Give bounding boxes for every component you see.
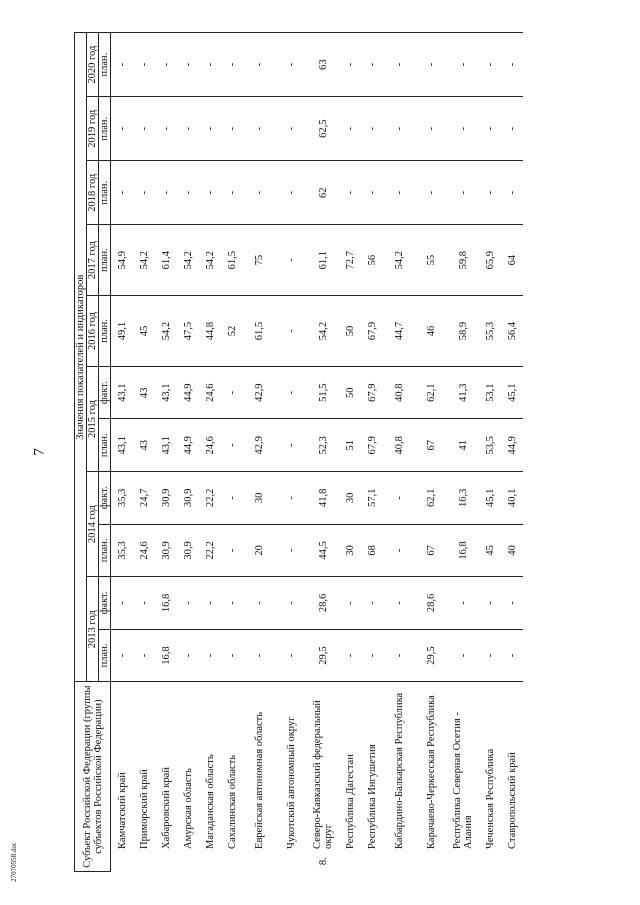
subject-name: Амурская область (182, 768, 194, 849)
value-cell: - (339, 629, 361, 682)
table-row (199, 33, 221, 872)
subject-name: Кабардино-Балкарская Республика (393, 692, 405, 849)
value-cell: - (133, 33, 155, 97)
value-cell: - (221, 577, 243, 630)
value-cell: 63 (307, 33, 339, 97)
value-cell: 40,8 (383, 366, 415, 419)
plan-header: план. (99, 97, 111, 161)
value-cell: - (111, 629, 134, 682)
value-cell: - (221, 97, 243, 161)
value-cell: 67,9 (361, 366, 383, 419)
value-cell: - (501, 33, 523, 97)
value-cell: 28,6 (307, 577, 339, 630)
value-cell: 67,9 (361, 296, 383, 367)
value-cell: - (177, 97, 199, 161)
row-number (383, 851, 415, 872)
table-row (339, 33, 361, 872)
row-number: 8. (317, 857, 329, 866)
value-cell: 67 (415, 524, 447, 577)
plan-header: план. (99, 419, 111, 472)
value-cell: 30 (339, 524, 361, 577)
table-row (111, 33, 134, 872)
value-cell: 44,9 (177, 419, 199, 472)
value-cell: - (339, 33, 361, 97)
value-cell: 53,1 (479, 366, 501, 419)
value-cell: 41,8 (307, 472, 339, 525)
row-number (133, 851, 155, 872)
value-cell: - (133, 97, 155, 161)
value-cell: - (479, 161, 501, 225)
value-cell: - (339, 577, 361, 630)
value-cell: 40 (501, 524, 523, 577)
value-cell: 24,6 (199, 419, 221, 472)
value-cell: - (111, 577, 134, 630)
value-cell: 55 (415, 225, 447, 296)
value-cell: 30,9 (155, 524, 177, 577)
value-cell: 51,5 (307, 366, 339, 419)
value-cell: - (447, 629, 479, 682)
value-cell: 30,9 (177, 524, 199, 577)
value-cell: 54,9 (111, 225, 134, 296)
value-cell: - (339, 97, 361, 161)
row-number (275, 851, 307, 872)
value-cell: 28,6 (415, 577, 447, 630)
value-cell: 43 (133, 366, 155, 419)
year-header: 2020 год (87, 33, 99, 97)
value-cell: - (275, 161, 307, 225)
subject-name: Приморский край (138, 769, 150, 849)
value-cell: 52,3 (307, 419, 339, 472)
value-cell: - (199, 629, 221, 682)
subject-header: Субъект Российской Федерации (группы субъектов Российской Федерации) (75, 682, 111, 872)
value-cell: 58,9 (447, 296, 479, 367)
value-cell: - (479, 629, 501, 682)
rotated-table-container (74, 32, 634, 872)
row-number (447, 851, 479, 872)
value-cell: - (447, 97, 479, 161)
year-header: 2014 год (87, 472, 99, 577)
plan-header: план. (99, 524, 111, 577)
value-cell: - (221, 366, 243, 419)
value-cell: 43 (133, 419, 155, 472)
value-cell: 24,6 (199, 366, 221, 419)
plan-header: план. (99, 161, 111, 225)
value-cell: - (383, 472, 415, 525)
value-cell: 30 (243, 472, 275, 525)
value-cell: 22,2 (199, 472, 221, 525)
value-cell: - (275, 97, 307, 161)
year-header: 2016 год (87, 296, 99, 367)
year-header: 2013 год (87, 577, 99, 682)
subject-name: Хабаровский край (160, 767, 172, 849)
value-cell: 62,5 (307, 97, 339, 161)
plan-header: план. (99, 629, 111, 682)
value-cell: 30,9 (155, 472, 177, 525)
value-cell: 41,3 (447, 366, 479, 419)
values-title: Значения показателей и индикаторов (75, 33, 87, 682)
table-row (415, 33, 447, 872)
value-cell: 44,8 (199, 296, 221, 367)
row-number (339, 851, 361, 872)
value-cell: 30,9 (177, 472, 199, 525)
value-cell: - (243, 33, 275, 97)
value-cell: 29,5 (415, 629, 447, 682)
value-cell: - (383, 33, 415, 97)
year-header: 2018 год (87, 161, 99, 225)
value-cell: - (501, 577, 523, 630)
plan-header: план. (99, 225, 111, 296)
value-cell: - (275, 577, 307, 630)
value-cell: 50 (339, 366, 361, 419)
value-cell: - (243, 97, 275, 161)
value-cell: - (199, 577, 221, 630)
value-cell: - (501, 161, 523, 225)
table-row (479, 33, 501, 872)
subject-name: Сахалинская область (226, 754, 238, 849)
page-number: 7 (31, 448, 48, 456)
table-row (383, 33, 415, 872)
value-cell: - (275, 419, 307, 472)
value-cell: 29,5 (307, 629, 339, 682)
row-number (221, 851, 243, 872)
value-cell: 45,1 (479, 472, 501, 525)
value-cell: - (383, 629, 415, 682)
subject-name: Республика Северная Осетия - Алания (452, 712, 475, 849)
value-cell: - (177, 629, 199, 682)
subject-name: Ставропольский край (506, 752, 518, 849)
value-cell: - (415, 97, 447, 161)
value-cell: - (361, 97, 383, 161)
table-row (177, 33, 199, 872)
value-cell: 16,8 (155, 629, 177, 682)
value-cell: 40,8 (383, 419, 415, 472)
value-cell: - (133, 161, 155, 225)
value-cell: - (501, 629, 523, 682)
subject-name: Северо-Кавказский федеральный округ (312, 700, 335, 849)
value-cell: 75 (243, 225, 275, 296)
value-cell: 16,8 (447, 524, 479, 577)
value-cell: 62,1 (415, 472, 447, 525)
indicators-table (74, 32, 523, 872)
value-cell: 24,7 (133, 472, 155, 525)
fact-header: факт. (99, 366, 111, 419)
table-row (155, 33, 177, 872)
value-cell: 51 (339, 419, 361, 472)
value-cell: - (383, 97, 415, 161)
value-cell: - (177, 33, 199, 97)
value-cell: 22,2 (199, 524, 221, 577)
value-cell: 24,6 (133, 524, 155, 577)
fact-header: факт. (99, 577, 111, 630)
value-cell: 72,7 (339, 225, 361, 296)
value-cell: - (221, 33, 243, 97)
year-header: 2015 год (87, 366, 99, 471)
value-cell: 68 (361, 524, 383, 577)
value-cell: 50 (339, 296, 361, 367)
value-cell: - (199, 161, 221, 225)
value-cell: - (275, 33, 307, 97)
table-row (221, 33, 243, 872)
value-cell: 42,9 (243, 366, 275, 419)
value-cell: 54,2 (133, 225, 155, 296)
row-number (415, 851, 447, 872)
value-cell: 64 (501, 225, 523, 296)
subject-name: Чукотский автономный округ (285, 716, 297, 849)
value-cell: 43,1 (155, 366, 177, 419)
value-cell: 56,4 (501, 296, 523, 367)
value-cell: - (221, 629, 243, 682)
value-cell: - (199, 97, 221, 161)
value-cell: - (221, 419, 243, 472)
plan-header: план. (99, 33, 111, 97)
value-cell: 56 (361, 225, 383, 296)
value-cell: - (155, 161, 177, 225)
value-cell: 43,1 (111, 419, 134, 472)
value-cell: 45 (479, 524, 501, 577)
value-cell: 47,5 (177, 296, 199, 367)
value-cell: - (111, 161, 134, 225)
value-cell: 62 (307, 161, 339, 225)
value-cell: 52 (221, 296, 243, 367)
subject-name: Еврейская автономная область (253, 711, 265, 849)
value-cell: 40,1 (501, 472, 523, 525)
value-cell: - (415, 161, 447, 225)
value-cell: 54,2 (199, 225, 221, 296)
value-cell: - (221, 472, 243, 525)
table-body (111, 33, 524, 872)
value-cell: 43,1 (155, 419, 177, 472)
year-header: 2019 год (87, 97, 99, 161)
value-cell: 57,1 (361, 472, 383, 525)
value-cell: - (155, 33, 177, 97)
value-cell: 16,8 (155, 577, 177, 630)
value-cell: - (447, 577, 479, 630)
value-cell: - (111, 97, 134, 161)
value-cell: 61,1 (307, 225, 339, 296)
subject-name: Республика Ингушетия (366, 744, 378, 849)
value-cell: 45,1 (501, 366, 523, 419)
value-cell: 30 (339, 472, 361, 525)
value-cell: - (275, 524, 307, 577)
value-cell: 59,8 (447, 225, 479, 296)
value-cell: - (479, 97, 501, 161)
value-cell: - (339, 161, 361, 225)
subject-name: Камчатский край (116, 772, 128, 849)
value-cell: 61,5 (243, 296, 275, 367)
value-cell: - (415, 33, 447, 97)
row-number (199, 851, 221, 872)
value-cell: - (361, 161, 383, 225)
fact-header: факт. (99, 472, 111, 525)
row-number (243, 851, 275, 872)
value-cell: 35,3 (111, 472, 134, 525)
table-row (501, 33, 523, 872)
value-cell: 43,1 (111, 366, 134, 419)
subject-name: Магаданская область (204, 754, 216, 849)
value-cell: - (275, 225, 307, 296)
value-cell: - (221, 524, 243, 577)
row-number (501, 851, 523, 872)
table-row (275, 33, 307, 872)
value-cell: 65,9 (479, 225, 501, 296)
value-cell: - (177, 161, 199, 225)
value-cell: - (383, 161, 415, 225)
value-cell: 45 (133, 296, 155, 367)
row-number (111, 851, 134, 872)
value-cell: 44,5 (307, 524, 339, 577)
row-number (177, 851, 199, 872)
value-cell: - (275, 296, 307, 367)
value-cell: - (383, 524, 415, 577)
table-row (447, 33, 479, 872)
value-cell: 54,2 (383, 225, 415, 296)
value-cell: - (361, 33, 383, 97)
value-cell: 61,4 (155, 225, 177, 296)
value-cell: 44,9 (501, 419, 523, 472)
value-cell: - (243, 629, 275, 682)
value-cell: - (361, 577, 383, 630)
value-cell: - (177, 577, 199, 630)
value-cell: 53,5 (479, 419, 501, 472)
value-cell: - (275, 472, 307, 525)
table-row (307, 33, 339, 872)
value-cell: 54,2 (155, 296, 177, 367)
value-cell: 67 (415, 419, 447, 472)
value-cell: - (447, 161, 479, 225)
value-cell: - (133, 577, 155, 630)
value-cell: 44,9 (177, 366, 199, 419)
value-cell: 62,1 (415, 366, 447, 419)
footer-filename: 27070558.doc (10, 842, 18, 882)
value-cell: - (133, 629, 155, 682)
row-number (479, 851, 501, 872)
value-cell: - (479, 577, 501, 630)
subject-name: Карачаево-Черкесская Республика (425, 695, 437, 849)
table-row (133, 33, 155, 872)
year-header: 2017 год (87, 225, 99, 296)
value-cell: 61,5 (221, 225, 243, 296)
row-number (155, 851, 177, 872)
value-cell: 35,3 (111, 524, 134, 577)
value-cell: 41 (447, 419, 479, 472)
value-cell: 49,1 (111, 296, 134, 367)
value-cell: 54,2 (307, 296, 339, 367)
value-cell: - (111, 33, 134, 97)
plan-header: план. (99, 296, 111, 367)
value-cell: 20 (243, 524, 275, 577)
value-cell: 67,9 (361, 419, 383, 472)
value-cell: - (243, 161, 275, 225)
value-cell: - (243, 577, 275, 630)
table-row (361, 33, 383, 872)
value-cell: - (221, 161, 243, 225)
subject-name: Республика Дагестан (344, 754, 356, 849)
value-cell: - (199, 33, 221, 97)
value-cell: - (501, 97, 523, 161)
value-cell: - (275, 366, 307, 419)
value-cell: - (447, 33, 479, 97)
table-row (243, 33, 275, 872)
subject-name: Чеченская Республика (484, 748, 496, 849)
value-cell: 46 (415, 296, 447, 367)
value-cell: 42,9 (243, 419, 275, 472)
value-cell: - (361, 629, 383, 682)
value-cell: 54,2 (177, 225, 199, 296)
value-cell: - (155, 97, 177, 161)
value-cell: 55,3 (479, 296, 501, 367)
value-cell: - (275, 629, 307, 682)
value-cell: 16,3 (447, 472, 479, 525)
row-number (361, 851, 383, 872)
value-cell: 44,7 (383, 296, 415, 367)
value-cell: - (479, 33, 501, 97)
value-cell: - (383, 577, 415, 630)
